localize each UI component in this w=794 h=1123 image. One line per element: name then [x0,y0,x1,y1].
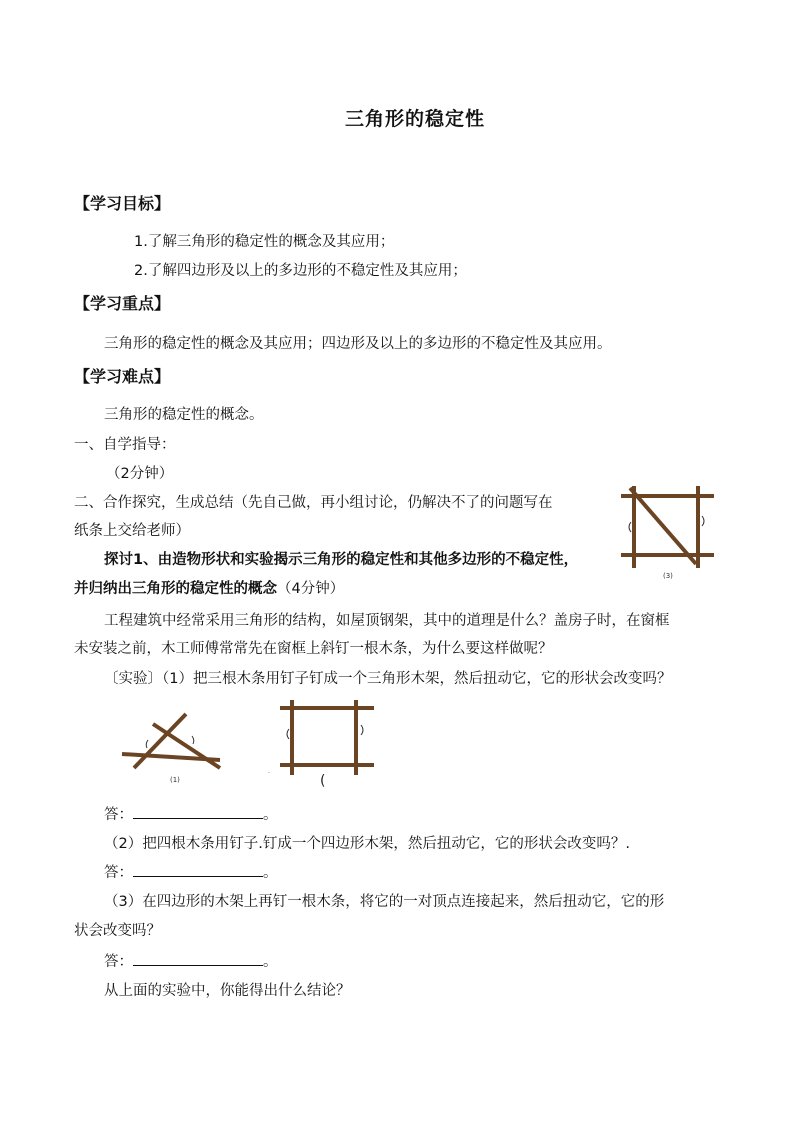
experiment-q1: 〔实验〕（1）把三根木条用钉子钉成一个三角形木架，然后扭动它，它的形状会改变吗？ [104,671,672,687]
para-line1: 工程建筑中经常采用三角形的结构，如屋顶钢架，其中的道理是什么？盖房子时，在窗框 [104,613,670,629]
figure-3-caption: (3) [663,572,673,580]
conclusion-question: 从上面的实验中，你能得出什么结论？ [104,983,351,999]
goal-item-2: 2.了解四边形及以上的多边形的不稳定性及其应用； [134,263,467,279]
keypoints-heading: 【学习重点】 [74,294,171,313]
figure-square [270,697,380,787]
keypoints-text: 三角形的稳定性的概念及其应用；四边形及以上的多边形的不稳定性及其应用。 [104,336,612,352]
figure-triangle [120,706,230,786]
figure-square-diagonal [618,482,718,582]
answer-period: 。 [263,954,278,970]
experiment-q2: （2）把四根木条用钉子.钉成一个四边形木架，然后扭动它，它的形状会改变吗？. [104,836,630,852]
explore-line1: 探讨1、由造物形状和实验揭示三角形的稳定性和其他多边形的不稳定性， [104,552,579,568]
answer-blank-1[interactable] [133,804,263,819]
answer-label: 答： [104,865,133,881]
section2-line2: 纸条上交给老师） [74,523,190,539]
section1-title: 一、自学指导： [74,437,176,453]
answer-blank-2[interactable] [133,862,263,877]
difficulty-heading: 【学习难点】 [74,367,171,386]
explore-time: （4分钟） [277,581,345,597]
answer-label: 答： [104,807,133,823]
answer-period: 。 [263,807,278,823]
explore-line2-bold: 并归纳出三角形的稳定性的概念 [74,581,277,597]
answer-blank-3[interactable] [133,951,263,966]
section1-time: （2分钟） [106,466,174,482]
goal-item-1: 1.了解三角形的稳定性的概念及其应用； [134,234,395,250]
figure-1-caption: (1) [170,776,180,784]
answer-3 [104,951,278,972]
answer-2 [104,862,278,883]
difficulty-text: 三角形的稳定性的概念。 [104,407,264,423]
experiment-q3-line1: （3）在四边形的木架上再钉一根木条，将它的一对顶点连接起来，然后扭动它，它的形 [104,894,665,910]
answer-1 [104,804,278,825]
figure-2-caption: ( [320,773,326,789]
para-line2: 未安装之前，木工师傅常常先在窗框上斜钉一根木条，为什么要这样做呢？ [74,641,553,657]
experiment-q3-line2: 状会改变吗？ [74,923,161,939]
answer-label: 答： [104,954,133,970]
figure-dot: . [268,768,270,775]
page-title: 三角形的稳定性 [345,108,486,130]
answer-period: 。 [263,865,278,881]
explore-line2 [74,579,344,599]
section2-line1: 二、合作探究，生成总结（先自己做，再小组讨论，仍解决不了的问题写在 [74,495,553,511]
goals-heading: 【学习目标】 [74,194,171,213]
